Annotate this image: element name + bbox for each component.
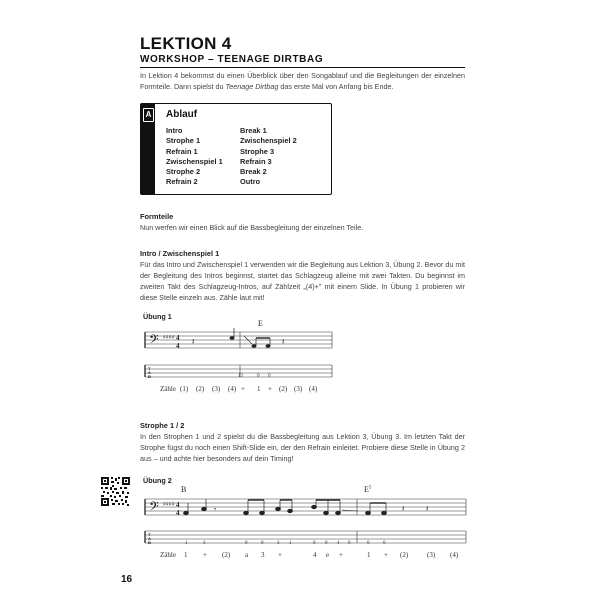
count-beat: + (203, 551, 207, 559)
ablauf-item: Break 2 (240, 167, 267, 177)
strophe-section-heading: Strophe 1 / 2 (140, 421, 185, 430)
count-beat: + (268, 385, 272, 393)
ablauf-item: Outro (240, 177, 261, 187)
count-beat: + (339, 551, 343, 559)
svg-text:T: T (148, 532, 151, 537)
count-beat: a (245, 551, 249, 559)
count-beat: (4) (450, 551, 459, 559)
intro-text-before: In Lektion 4 bekommst du einen Überblick über den Songablauf und die Begleitungen der einzelnen Formteile. Dann spielst du (140, 71, 465, 91)
tab-number: 1 (185, 541, 188, 546)
svg-text:T: T (148, 366, 151, 371)
ablauf-icon: A (143, 108, 154, 122)
count-beat: (3) (427, 551, 436, 559)
ablauf-item: Strophe 1 (166, 136, 201, 146)
count-beat: 1 (184, 551, 188, 559)
count-beat: (2) (196, 385, 205, 393)
exercise-1-chord: E (258, 319, 263, 328)
svg-text:♯♯♯♯: ♯♯♯♯ (163, 501, 175, 508)
intro-text-after: das erste Mal von Anfang bis Ende. (278, 82, 394, 91)
svg-text:𝄽: 𝄽 (282, 337, 285, 346)
tab-number: 0 (367, 541, 370, 546)
count-beat: 1 (257, 385, 261, 393)
page-number: 16 (121, 574, 133, 585)
tab-number: 4 (337, 541, 340, 546)
tab-number: 3 (203, 541, 206, 546)
svg-text:A: A (148, 536, 151, 541)
svg-text:A: A (148, 370, 151, 375)
chord-root: E (364, 485, 369, 494)
count-beat: (4) (228, 385, 237, 393)
count-beat: (1) (180, 385, 189, 393)
svg-text:4: 4 (176, 334, 180, 342)
svg-text:4: 4 (176, 342, 180, 350)
exercise-1-label: Übung 1 (143, 312, 172, 321)
lesson-subtitle: WORKSHOP – TEENAGE DIRTBAG (140, 54, 324, 65)
count-beat: (3) (294, 385, 303, 393)
count-beat: e (326, 551, 330, 559)
tab-number: 0 (313, 541, 316, 546)
svg-text:♯♯♯♯: ♯♯♯♯ (163, 334, 175, 341)
tab-number: 12 (238, 374, 243, 379)
exercise-2-label: Übung 2 (143, 476, 172, 485)
ablauf-item: Intro (166, 126, 183, 135)
svg-text:𝄽: 𝄽 (426, 504, 429, 513)
svg-text:4: 4 (176, 501, 180, 509)
formteile-text: Nun werfen wir einen Blick auf die Bassbegleitung der einzelnen Teile. (140, 223, 364, 232)
svg-text:B: B (148, 374, 151, 379)
tab-number: 0 (325, 541, 328, 546)
exercise-2-chord-1: B (181, 485, 187, 494)
ablauf-item: Strophe 2 (166, 167, 201, 177)
ablauf-title: Ablauf (166, 109, 198, 120)
count-beat: 4 (313, 551, 317, 559)
svg-text:4: 4 (176, 509, 180, 517)
count-beat: (2) (279, 385, 288, 393)
count-beat: (4) (309, 385, 318, 393)
intro-section-heading: Intro / Zwischenspiel 1 (140, 249, 220, 258)
strophe-section-text: In den Strophen 1 und 2 spielst du die Bassbegleitung aus Lektion 3, Übung 3. Im letzten Takt der Strophe fügst du noch einen Shift-Slide ein, der den Refrain einleitet. Probiere diese Stelle in Übung 2 aus – und achte hier besonders auf dein Timing! (140, 432, 465, 463)
ablauf-item: Refrain 3 (240, 156, 272, 166)
count-beat: (3) (212, 385, 221, 393)
ablauf-item: Break 1 (240, 126, 267, 135)
count-beat: (2) (222, 551, 231, 559)
intro-song-title: Teenage Dirtbag (225, 82, 279, 91)
ablauf-item: Strophe 3 (240, 146, 275, 156)
intro-section-text: Für das Intro und Zwischenspiel 1 verwenden wir die Begleitung aus Lektion 3, Übung 2. Bevor du mit der Begleitung des Intros beginnst, startet das Schlagzeug alleine mit zwei Takten. Du beginnst im zweiten Takt des Schlagzeug-Intros, auf Zählzeit „(4)+" mit einem Slide. In Übung 1 probieren wir diese Stelle einzeln aus. Zähle laut mit! (140, 260, 465, 302)
tab-number: 0 (257, 374, 260, 379)
tab-number: 0 (245, 541, 248, 546)
count-label: Zähle (160, 385, 176, 393)
count-beat: + (278, 551, 282, 559)
svg-text:𝄢: 𝄢 (149, 332, 159, 350)
ablauf-item: Refrain 1 (166, 146, 198, 156)
tab-number: 0 (268, 374, 271, 379)
tab-number: 0 (261, 541, 264, 546)
svg-text:𝄽: 𝄽 (402, 504, 405, 513)
svg-text:𝄾: 𝄾 (214, 505, 217, 514)
count-beat: + (384, 551, 388, 559)
count-beat: 3 (261, 551, 265, 559)
tab-number: 0 (383, 541, 386, 546)
svg-text:𝄽: 𝄽 (192, 337, 195, 346)
count-beat: 1 (367, 551, 371, 559)
svg-text:𝄢: 𝄢 (149, 499, 159, 517)
formteile-heading: Formteile (140, 212, 174, 221)
svg-text:B: B (148, 540, 151, 545)
tab-number: 0 (348, 541, 351, 546)
tab-number: 3 (277, 541, 280, 546)
ablauf-item: Zwischenspiel 1 (166, 156, 223, 166)
ablauf-item: Zwischenspiel 2 (240, 136, 297, 146)
tab-number: 1 (289, 541, 292, 546)
count-beat: (2) (400, 551, 409, 559)
lesson-title: LEKTION 4 (140, 34, 232, 53)
chord-superscript: 5 (368, 485, 372, 491)
count-label: Zähle (160, 551, 176, 559)
ablauf-item: Refrain 2 (166, 177, 198, 187)
count-beat: + (241, 385, 245, 393)
